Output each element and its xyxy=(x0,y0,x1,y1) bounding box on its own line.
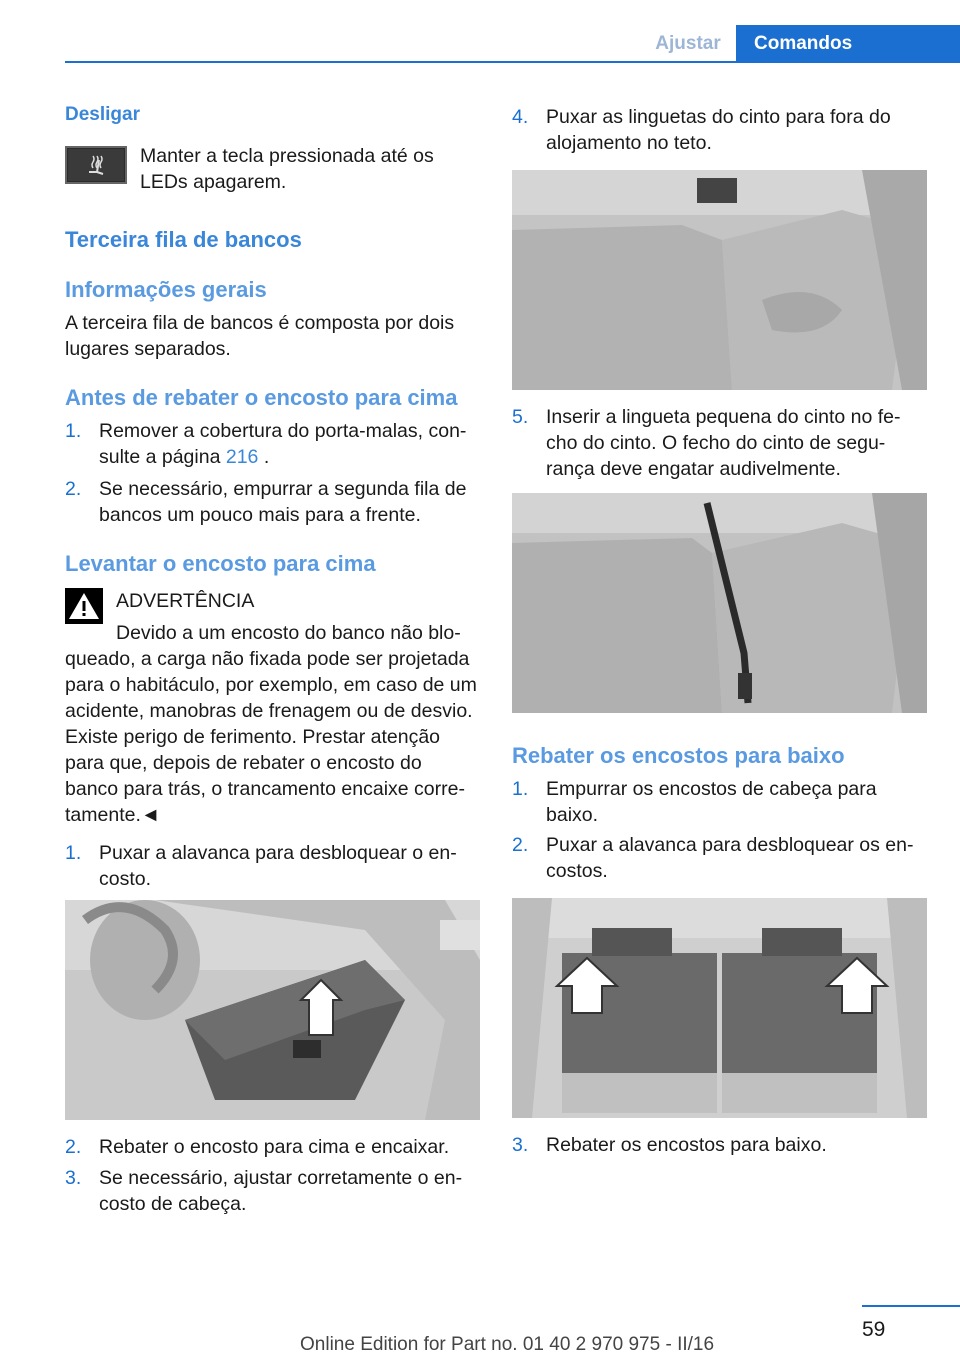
list-text xyxy=(99,1165,462,1217)
warning-line: banco para trás, o trancamento encaixe corre- xyxy=(65,778,465,800)
list-text-line: costos. xyxy=(546,860,608,882)
tab-comandos[interactable]: Comandos xyxy=(736,25,960,62)
list-item xyxy=(512,104,932,156)
warning-line: para que, depois de rebater o encosto do xyxy=(65,752,422,774)
list-text xyxy=(99,418,466,470)
warning-icon xyxy=(65,588,103,624)
warning-line: queado, a carga não fixada pode ser projetada xyxy=(65,648,470,670)
list-text xyxy=(546,104,891,156)
subsection-levantar: Levantar o encosto para cima xyxy=(65,551,376,576)
list-text-line: Puxar a alavanca para desbloquear os en- xyxy=(546,834,914,856)
list-number: 5. xyxy=(512,406,529,428)
subsection-rebater: Rebater os encostos para baixo xyxy=(512,743,845,768)
list-number: 3. xyxy=(512,1134,529,1156)
list-item xyxy=(65,418,485,470)
warning-line: acidente, manobras de frenagem ou de desvio. xyxy=(65,700,473,722)
list-text-line: Puxar a alavanca para desbloquear o en- xyxy=(99,842,457,864)
tab-ajustar[interactable]: Ajustar xyxy=(655,32,721,54)
list-item xyxy=(512,404,932,482)
list-text-line: costo. xyxy=(99,868,152,890)
list-text-line: Inserir a lingueta pequena do cinto no fe- xyxy=(546,406,901,428)
list-number: 1. xyxy=(512,778,529,800)
list-text-line: Se necessário, empurrar a segunda fila de xyxy=(99,478,467,500)
page-link[interactable]: 216 xyxy=(225,446,259,468)
photo-fold-seats xyxy=(512,898,927,1118)
list-text-line: alojamento no teto. xyxy=(546,132,712,154)
list-text: Rebater os encostos para baixo. xyxy=(546,1134,827,1156)
list-item xyxy=(512,1132,932,1158)
list-item xyxy=(512,776,932,828)
list-text xyxy=(99,840,457,892)
desligar-label: Desligar xyxy=(65,104,140,125)
list-item xyxy=(65,476,485,528)
list-text xyxy=(99,476,466,528)
desligar-text: Manter a tecla pressionada até os LEDs apagarem. xyxy=(140,145,434,193)
list-text-line: bancos um pouco mais para a frente. xyxy=(99,504,421,526)
list-text xyxy=(546,832,914,884)
subsection-antes: Antes de rebater o encosto para cima xyxy=(65,385,458,410)
list-text-line: . xyxy=(258,446,270,468)
list-item xyxy=(65,1165,485,1217)
list-text xyxy=(546,404,901,482)
list-number: 3. xyxy=(65,1167,82,1189)
list-item xyxy=(512,832,932,884)
warning-title: ADVERTÊNCIA xyxy=(116,590,255,612)
list-text-line: Empurrar os encostos de cabeça para xyxy=(546,778,877,800)
subsection-info: Informações gerais xyxy=(65,277,267,302)
footer-edition: Online Edition for Part no. 01 40 2 970 975 - II/16 xyxy=(300,1334,715,1355)
list-text-line: baixo. xyxy=(546,804,599,826)
list-item xyxy=(65,840,485,892)
list-text-line: Remover a cobertura do porta-malas, con- xyxy=(99,420,467,442)
list-number: 2. xyxy=(65,1136,82,1158)
list-text-line: Puxar as linguetas do cinto para fora do xyxy=(546,106,891,128)
list-text xyxy=(546,776,877,828)
list-number: 2. xyxy=(65,478,82,500)
section-title: Terceira fila de bancos xyxy=(65,227,302,252)
photo-seat-lever xyxy=(65,900,480,1120)
warning-line: Existe perigo de ferimento. Prestar atenção xyxy=(65,726,441,748)
list-text-line: cho do cinto. O fecho do cinto de segu- xyxy=(546,432,886,454)
photo-belt-ceiling xyxy=(512,170,927,390)
list-item xyxy=(65,1134,485,1160)
warning-line: Devido a um encosto do banco não blo- xyxy=(116,622,461,644)
list-number: 1. xyxy=(65,842,82,864)
list-number: 1. xyxy=(65,420,82,442)
list-number: 4. xyxy=(512,106,529,128)
list-text-line: Se necessário, ajustar corretamente o en- xyxy=(99,1167,463,1189)
footer-rule xyxy=(862,1305,960,1307)
seat-heating-button-icon xyxy=(65,146,127,184)
page-number: 59 xyxy=(862,1318,886,1341)
photo-belt-buckle xyxy=(512,493,927,713)
list-number: 2. xyxy=(512,834,529,856)
list-text-line: rança deve engatar audivelmente. xyxy=(546,458,841,480)
warning-line: tamente.◄ xyxy=(65,804,161,826)
list-text-line: sulte a página xyxy=(99,446,226,468)
list-text: Rebater o encosto para cima e encaixar. xyxy=(99,1136,450,1158)
warning-line: para o habitáculo, por exemplo, em caso de um xyxy=(65,674,477,696)
list-text-line: costo de cabeça. xyxy=(99,1193,247,1215)
header-rule xyxy=(65,61,960,63)
info-text: A terceira fila de bancos é composta por dois lugares separados. xyxy=(65,312,455,360)
